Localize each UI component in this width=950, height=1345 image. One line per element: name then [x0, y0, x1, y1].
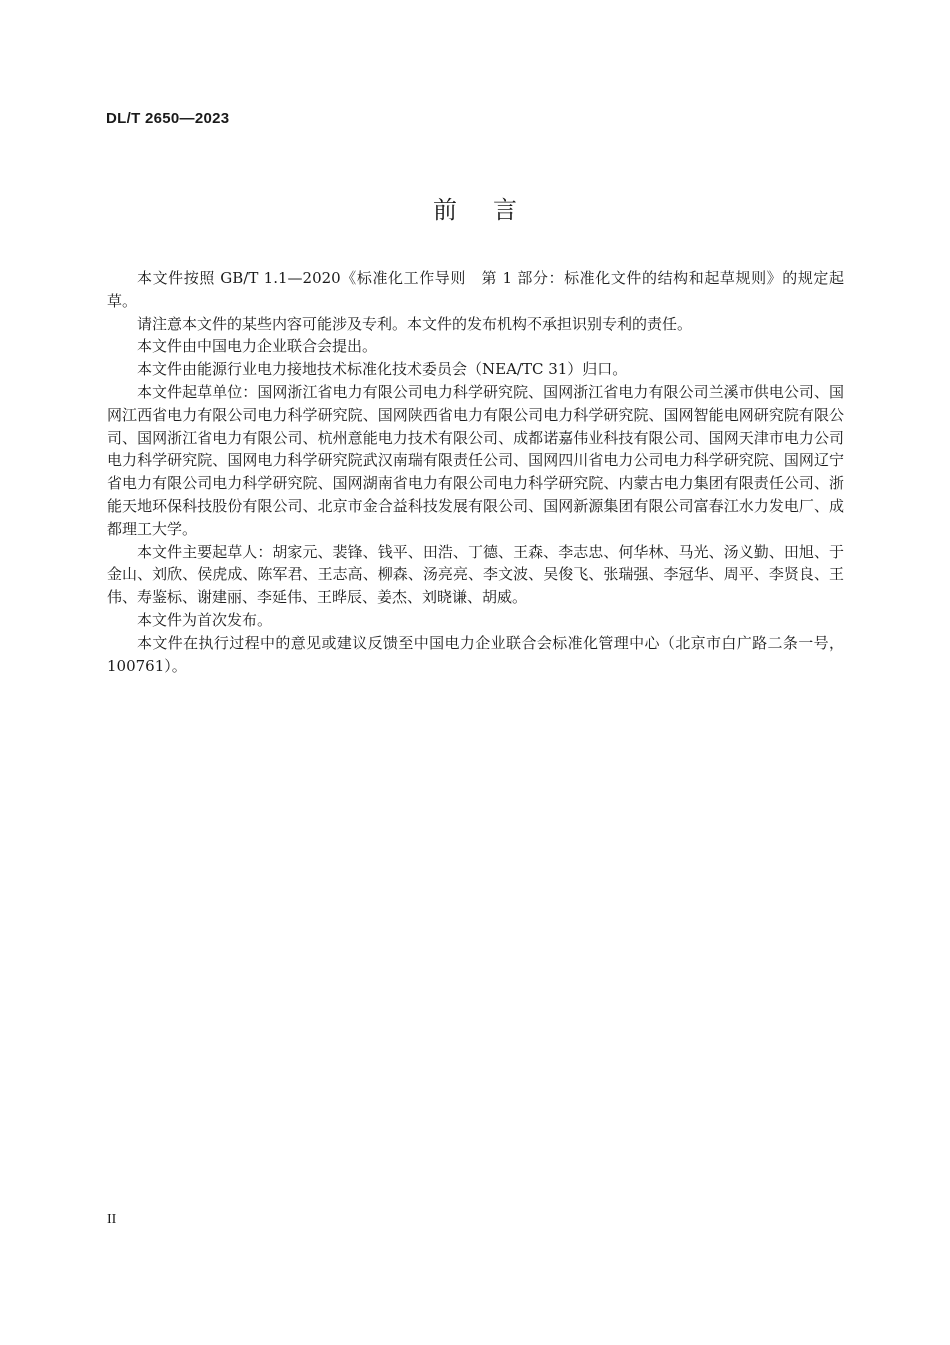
foreword-body [107, 267, 844, 677]
paragraph-committee: 本文件由能源行业电力接地技术标准化技术委员会（NEA/TC 31）归口。 [137, 360, 628, 379]
paragraph-first-release: 本文件为首次发布。 [137, 610, 273, 629]
page-number: II [107, 1212, 117, 1227]
page-title: 前言 [433, 196, 553, 224]
paragraph-proposer: 本文件由中国电力企业联合会提出。 [137, 337, 378, 356]
paragraph-drafting-units: 本文件起草单位：国网浙江省电力有限公司电力科学研究院、国网浙江省电力有限公司兰溪市供电公司、国网江西省电力有限公司电力科学研究院、国网陕西省电力有限公司电力科学研究院、国网智能电网研究院有限公司、国网浙江省电力有限公司、杭州意能电力技术有限公司、成都诺嘉伟业科技有限公司、国网天津市电力公司电力科学研究院、国网电力科学研究院武汉南瑞有限责任公司、国网四川省电力公司电力科学研究院、国网辽宁省电力有限公司电力科学研究院、国网湖南省电力有限公司电力科学研究院、内蒙古电力集团有限责任公司、浙能天地环保科技股份有限公司、北京市金合益科技发展有限公司、国网新源集团有限公司富春江水力发电厂、成都理工大学。 [107, 382, 844, 538]
paragraph-patent-notice: 请注意本文件的某些内容可能涉及专利。本文件的发布机构不承担识别专利的责任。 [137, 314, 693, 333]
paragraph-feedback: 本文件在执行过程中的意见或建议反馈至中国电力企业联合会标准化管理中心（北京市白广路二条一号，100761）。 [107, 633, 844, 675]
document-code: DL/T 2650—2023 [106, 110, 230, 127]
paragraph-drafters: 本文件主要起草人：胡家元、裴锋、钱平、田浩、丁德、王森、李志忠、何华林、马光、汤义勤、田旭、于金山、刘欣、侯虎成、陈军君、王志高、柳森、汤亮亮、李文波、吴俊飞、张瑞强、李冠华、周平、李贤良、王伟、寿鉴标、谢建丽、李延伟、王晔辰、姜杰、刘晓谦、胡威。 [107, 542, 844, 607]
paragraph-drafting-rules: 本文件按照 GB/T 1.1—2020《标准化工作导则 第 1 部分：标准化文件的结构和起草规则》的规定起草。 [107, 269, 844, 310]
